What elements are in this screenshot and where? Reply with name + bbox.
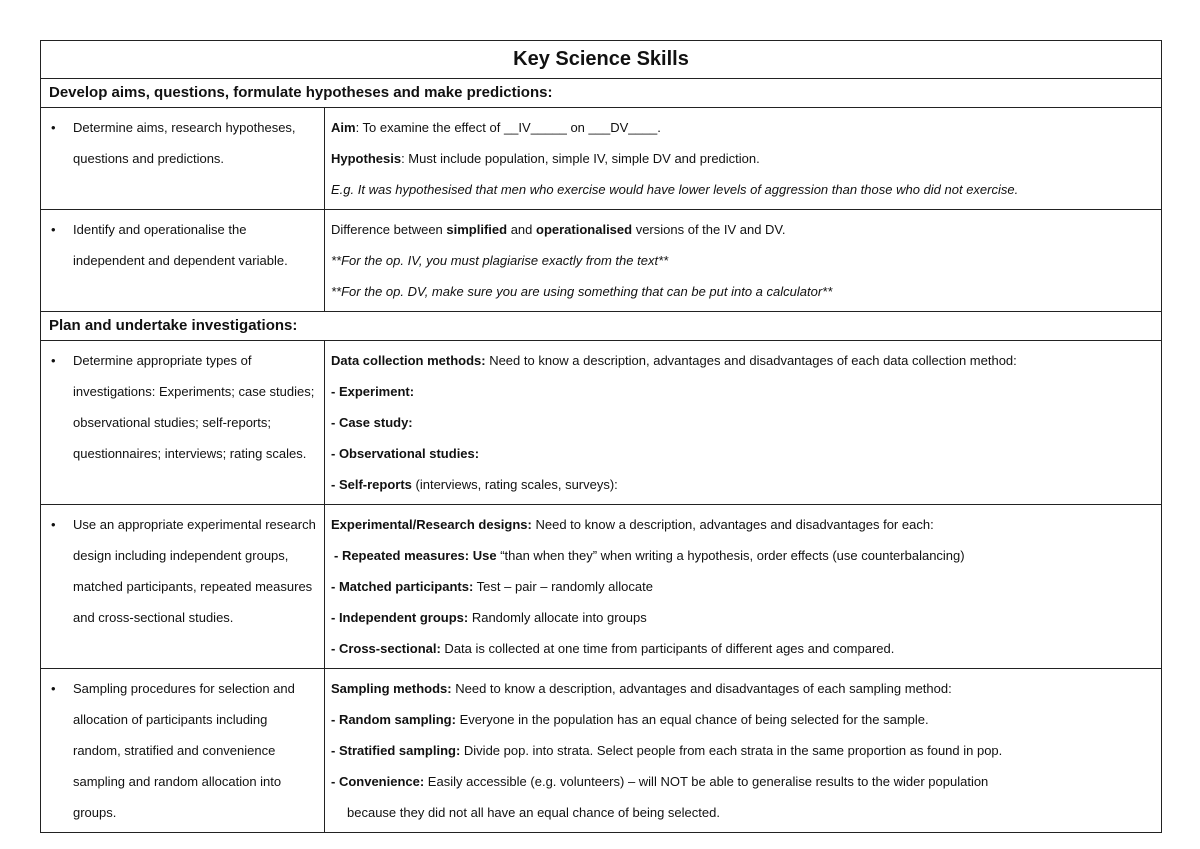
table-title: Key Science Skills [41, 41, 1161, 79]
note-dv: **For the op. DV, make sure you are using something that can be put into a calculator** [331, 284, 833, 299]
key-science-skills-table [40, 40, 1162, 833]
list-item: - Case study: [331, 415, 413, 430]
section-heading-aims: Develop aims, questions, formulate hypotheses and make predictions: [41, 79, 1161, 108]
skill-text: Identify and operationalise the independent and dependent variable. [73, 222, 288, 268]
table-row [41, 108, 1161, 210]
skill-cell [41, 341, 325, 504]
hypothesis-line: Hypothesis: Must include population, simple IV, simple DV and prediction. [331, 151, 760, 166]
skill-cell [41, 108, 325, 209]
notes-cell [325, 210, 1161, 311]
notes-cell [325, 505, 1161, 668]
bullet-icon: • [51, 681, 56, 696]
list-item: - Convenience: Easily accessible (e.g. volunteers) – will NOT be able to generalise results to the wider population [331, 774, 989, 789]
skill-cell [41, 210, 325, 311]
skill-text: Use an appropriate experimental research design including independent groups, matched participants, repeated measures and cross-sectional studies. [73, 517, 316, 625]
table-row [41, 210, 1161, 312]
skill-text: Sampling procedures for selection and allocation of participants including random, stratified and convenience sampling and random allocation into groups. [73, 681, 295, 820]
note-iv: **For the op. IV, you must plagiarise exactly from the text** [331, 253, 669, 268]
bullet-icon: • [51, 353, 56, 368]
bullet-icon: • [51, 222, 56, 237]
list-item-continuation: because they did not all have an equal chance of being selected. [347, 805, 720, 820]
example-line: E.g. It was hypothesised that men who exercise would have lower levels of aggression than those who did not exercise. [331, 182, 1019, 197]
list-item: - Repeated measures: Use “than when they” when writing a hypothesis, order effects (use counterbalancing) [334, 548, 965, 563]
table-row [41, 669, 1161, 832]
list-item: - Random sampling: Everyone in the population has an equal chance of being selected for the sample. [331, 712, 929, 727]
difference-line: Difference between simplified and operationalised versions of the IV and DV. [331, 222, 786, 237]
notes-cell [325, 108, 1161, 209]
list-item: - Stratified sampling: Divide pop. into strata. Select people from each strata in the same proportion as found in pop. [331, 743, 1003, 758]
table-row [41, 341, 1161, 505]
aim-line: Aim: To examine the effect of __IV_____ on ___DV____. [331, 120, 661, 135]
notes-cell [325, 341, 1161, 504]
list-item: - Cross-sectional: Data is collected at one time from participants of different ages and compared. [331, 641, 895, 656]
skill-text: Determine appropriate types of investigations: Experiments; case studies; observational studies; self-reports; questionnaires; interviews; rating scales. [73, 353, 315, 461]
section-heading-investigations: Plan and undertake investigations: [41, 312, 1161, 341]
skill-cell [41, 505, 325, 668]
data-collection-heading: Data collection methods: Need to know a description, advantages and disadvantages of each data collection method: [331, 353, 1017, 368]
bullet-icon: • [51, 517, 56, 532]
list-item: - Observational studies: [331, 446, 480, 461]
designs-heading: Experimental/Research designs: Need to know a description, advantages and disadvantages for each: [331, 517, 934, 532]
list-item: - Experiment: [331, 384, 415, 399]
list-item: - Independent groups: Randomly allocate into groups [331, 610, 647, 625]
skill-text: Determine aims, research hypotheses, questions and predictions. [73, 120, 296, 166]
list-item: - Self-reports (interviews, rating scales, surveys): [331, 477, 618, 492]
notes-cell [325, 669, 1161, 832]
sampling-heading: Sampling methods: Need to know a description, advantages and disadvantages of each sampling method: [331, 681, 952, 696]
skill-cell [41, 669, 325, 832]
list-item: - Matched participants: Test – pair – randomly allocate [331, 579, 653, 594]
table-row [41, 505, 1161, 669]
bullet-icon: • [51, 120, 56, 135]
